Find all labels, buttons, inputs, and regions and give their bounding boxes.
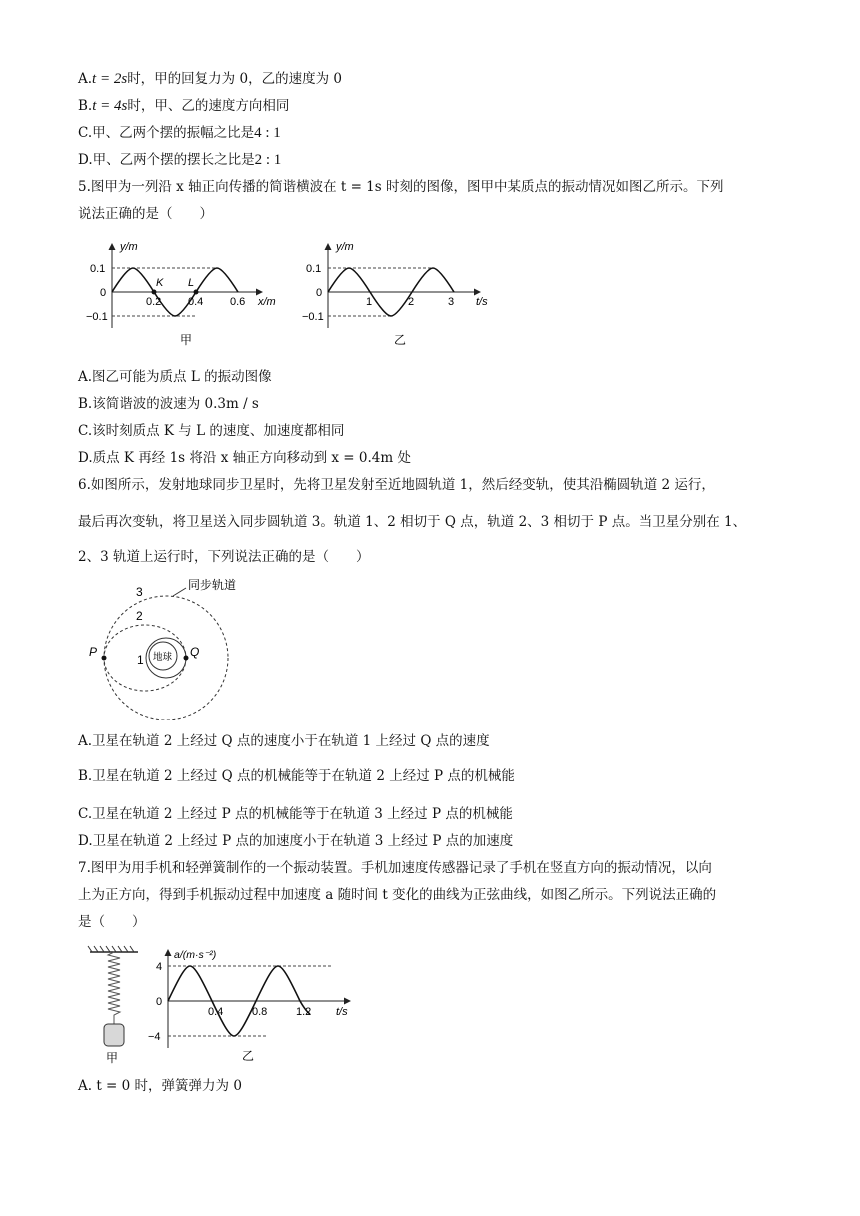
q7-spring-figure [84, 944, 144, 1066]
q4-option-d [78, 151, 281, 169]
y-tick-top: 0.1 [306, 263, 322, 275]
x-tick-0-2: 0.2 [146, 296, 162, 308]
q5-stem-line2: 说法正确的是（ ） [78, 206, 213, 222]
x-tick-0-4: 0.4 [188, 296, 204, 308]
t-axis-label: t/s [336, 1006, 348, 1018]
a-axis-label: a/(m·s⁻²) [174, 949, 217, 961]
point-q-label: Q [190, 645, 200, 659]
q6-orbit-figure [82, 574, 252, 720]
spring [108, 952, 120, 1024]
y-axis-label: y/m [120, 241, 138, 253]
orbit-3-label: 3 [136, 585, 143, 599]
q4-option-b-math: t = 4s [92, 98, 128, 114]
q6-option-a: A.卫星在轨道 2 上经过 Q 点的速度小于在轨道 1 上经过 Q 点的速度 [78, 733, 490, 749]
a-tick-top: 4 [156, 961, 163, 973]
point-p-label: P [89, 645, 98, 659]
q6-option-c: C.卫星在轨道 2 上经过 P 点的机械能等于在轨道 3 上经过 P 点的机械能 [78, 806, 513, 822]
q6-stem-line1: 6.如图所示，发射地球同步卫星时，先将卫星发射至近地圆轨道 1，然后经变轨，使其沿椭圆轨道 2 运行， [78, 477, 715, 493]
t-tick-3: 3 [448, 296, 455, 308]
q5-figure-yi [298, 236, 508, 348]
point-q [184, 656, 189, 661]
t-tick-0-8: 0.8 [252, 1006, 268, 1018]
q5-option-a: A.图乙可能为质点 L 的振动图像 [78, 369, 272, 385]
q5-figure-jia [84, 236, 294, 348]
t-tick-1-2: 1.2 [296, 1006, 312, 1018]
y-tick-zero: 0 [100, 287, 107, 299]
point-p [102, 656, 107, 661]
sync-orbit-label: 同步轨道 [188, 578, 237, 592]
figure-caption-yi: 乙 [242, 1049, 255, 1063]
q5-stem-line1: 5.图甲为一列沿 x 轴正向传播的简谐横波在 t = 1s 时刻的图像，图甲中某质点的振动情况如图乙所示。下列 [78, 179, 724, 195]
q7-option-a: A. t = 0 时，弹簧弹力为 0 [78, 1078, 242, 1094]
q5-option-c: C.该时刻质点 K 与 L 的速度、加速度都相同 [78, 423, 345, 439]
q4-option-c [78, 124, 281, 142]
q4-option-a-label: A. [78, 71, 93, 87]
t-tick-0-4: 0.4 [208, 1006, 224, 1018]
q7-acceleration-chart [146, 944, 362, 1066]
y-tick-top: 0.1 [90, 263, 106, 275]
q6-option-b: B.卫星在轨道 2 上经过 Q 点的机械能等于在轨道 2 上经过 P 点的机械能 [78, 768, 515, 784]
orbit-1-label: 1 [137, 653, 144, 667]
q4-option-c-text: C.甲、乙两个摆的振幅之比是 [78, 125, 255, 141]
orbit-2-label: 2 [136, 609, 143, 623]
q4-option-a-math: t = 2s [92, 71, 128, 87]
q5-option-d: D.质点 K 再经 1s 将沿 x 轴正方向移动到 x = 0.4m 处 [78, 450, 411, 466]
x-tick-0-6: 0.6 [230, 296, 246, 308]
t-axis-label: t/s [476, 296, 488, 308]
q7-stem-line2: 上为正方向，得到手机振动过程中加速度 a 随时间 t 变化的曲线为正弦曲线，如图乙所示。下列说法正确的 [78, 887, 717, 903]
q4-option-b-label: B. [78, 98, 93, 114]
figure-caption-jia: 甲 [180, 333, 193, 347]
y-tick-zero: 0 [316, 287, 323, 299]
q6-stem-line3: 2、3 轨道上运行时，下列说法正确的是（ ） [78, 549, 370, 565]
point-l [194, 290, 199, 295]
q4-option-d-text: D.甲、乙两个摆的摆长之比是 [78, 152, 255, 168]
q4-option-b-text: 时，甲、乙的速度方向相同 [127, 98, 290, 114]
t-tick-2: 2 [408, 296, 415, 308]
y-axis-label: y/m [336, 241, 354, 253]
q4-option-c-ratio: 4 : 1 [254, 125, 281, 141]
y-tick-bottom: −0.1 [86, 311, 108, 323]
phone [104, 1024, 124, 1046]
a-tick-zero: 0 [156, 996, 163, 1008]
t-tick-1: 1 [366, 296, 373, 308]
figure-caption-yi: 乙 [394, 333, 407, 347]
q5-option-b: B.该简谐波的波速为 0.3m / s [78, 396, 259, 412]
earth-label: 地球 [153, 652, 173, 663]
q7-stem-line1: 7.图甲为用手机和轻弹簧制作的一个振动装置。手机加速度传感器记录了手机在竖直方向的振动情况，以向 [78, 860, 712, 876]
q4-option-b [78, 97, 289, 115]
q4-option-a-text: 时，甲的回复力为 0，乙的速度为 0 [127, 71, 342, 87]
q6-stem-line2: 最后再次变轨，将卫星送入同步圆轨道 3。轨道 1、2 相切于 Q 点，轨道 2、3 相切于 P 点。当卫星分别在 1、 [78, 514, 747, 530]
a-tick-bottom: −4 [148, 1031, 161, 1043]
q4-option-a [78, 70, 342, 88]
point-k-label: K [156, 277, 164, 289]
q7-stem-line3: 是（ ） [78, 914, 146, 930]
point-l-label: L [188, 277, 195, 289]
figure-caption-jia: 甲 [106, 1051, 119, 1065]
point-k [152, 290, 157, 295]
q4-option-d-ratio: 2 : 1 [254, 152, 282, 168]
q6-option-d: D.卫星在轨道 2 上经过 P 点的加速度小于在轨道 3 上经过 P 点的加速度 [78, 833, 514, 849]
y-tick-bottom: −0.1 [302, 311, 324, 323]
x-axis-label: x/m [258, 296, 276, 308]
